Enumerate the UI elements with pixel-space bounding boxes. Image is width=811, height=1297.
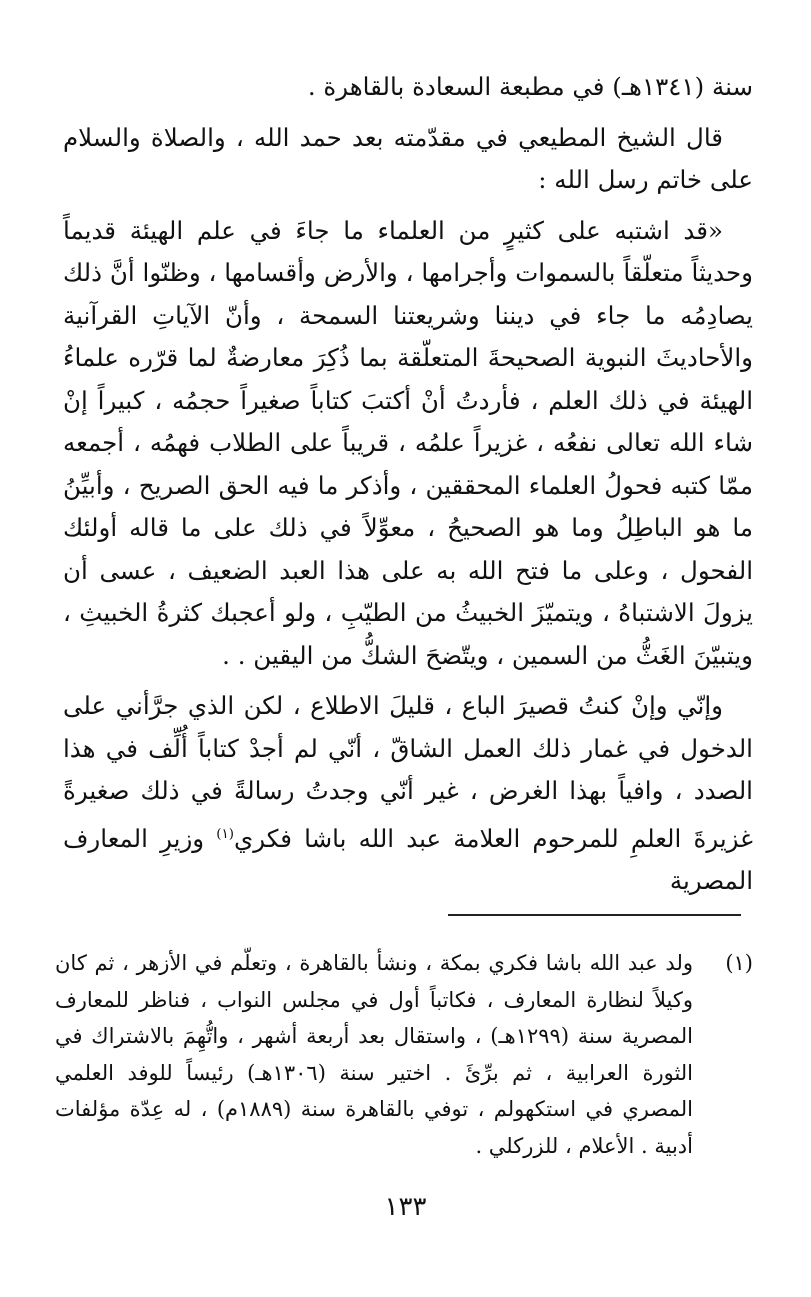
main-text [63, 66, 753, 911]
footnote-separator [448, 914, 741, 916]
paragraph-2-quote: «قد اشتبه على كثيرٍ من العلماء ما جاءَ في علم الهيئة قديماً وحديثاً متعلّقاً بالسموات وأجرامها ، والأرض وأقسامها ، وظنّوا أنَّ ذلك يصادِمُه ما جاء في ديننا وشريعتنا السمحة ، وأنّ الآياتِ القرآنية والأحاديثَ النبوية الصحيحةَ المتعلّقة بما ذُكِرَ معارضةٌ لما قرّره علماءُ الهيئة في ذلك العلم ، فأردتُ أنْ أكتبَ كتاباً صغيراً حجمُه ، كبيراً إنْ شاء الله تعالى نفعُه ، غزيراً علمُه ، قريباً على الطلاب فهمُه ، أجمعه ممّا كتبه فحولُ العلماء المحققين ، وأذكر ما فيه الحق الصريح ، وأبيِّنُ ما هو الباطِلُ وما هو الصحيحُ ، معوِّلاً في ذلك على ما قاله أولئك الفحول ، وعلى ما فتح الله به على هذا العبد الضعيف ، عسى أن يزولَ الاشتباهُ ، ويتميّزَ الخبيثُ من الطيّبِ ، ولو أعجبك كثرةُ الخبيثِ ، ويتبيّنَ الغَثُّ من السمين ، ويتّضحَ الشكُّ من اليقين . . [63, 215, 753, 670]
intro-line: سنة (١٣٤١هـ) في مطبعة السعادة بالقاهرة . [307, 72, 753, 101]
paragraph-3-text: وإنّي وإنْ كنتُ قصيرَ الباع ، قليلَ الاطلاع ، لكن الذي جرَّأني على الدخول في غمار ذلك العمل الشاقّ ، أنّي لم أجدْ كتاباً أُلِّف في هذا الصدد ، وافياً بهذا الغرض ، غير أنّي وجدتُ رسالةً في ذلك صغيرةً غزيرةَ العلمِ للمرحوم العلامة عبد الله باشا فكري [63, 691, 753, 853]
footnote-marker: (١) [725, 951, 753, 975]
footnote [55, 945, 753, 1164]
footnote-text: ولد عبد الله باشا فكري بمكة ، ونشأ بالقاهرة ، وتعلّم في الأزهر ، ثم كان وكيلاً لنظارة المعارف ، فكاتباً أول في مجلس النواب ، فناظر للمعارف المصرية سنة (١٢٩٩هـ) ، واستقال بعد أربعة أشهر ، واتُّهِمَ بالاشتراك في الثورة العرابية ، ثم برِّئَ . اختير سنة (١٣٠٦هـ) رئيساً للوفد العلمي المصري في استكهولم ، توفي بالقاهرة سنة (١٨٨٩م) ، له عِدّة مؤلفات أدبية . الأعلام ، للزركلي . [55, 951, 694, 1158]
footnote-reference: (١) [216, 825, 235, 842]
paragraph-3 [63, 685, 753, 903]
paragraph-3-tail: وزيرِ المعارف المصرية [63, 823, 753, 896]
paragraph-1: قال الشيخ المطيعي في مقدّمته بعد حمد الله ، والصلاة والسلام على خاتم رسل الله : [63, 122, 753, 194]
page-number: ١٣٣ [384, 1192, 427, 1222]
